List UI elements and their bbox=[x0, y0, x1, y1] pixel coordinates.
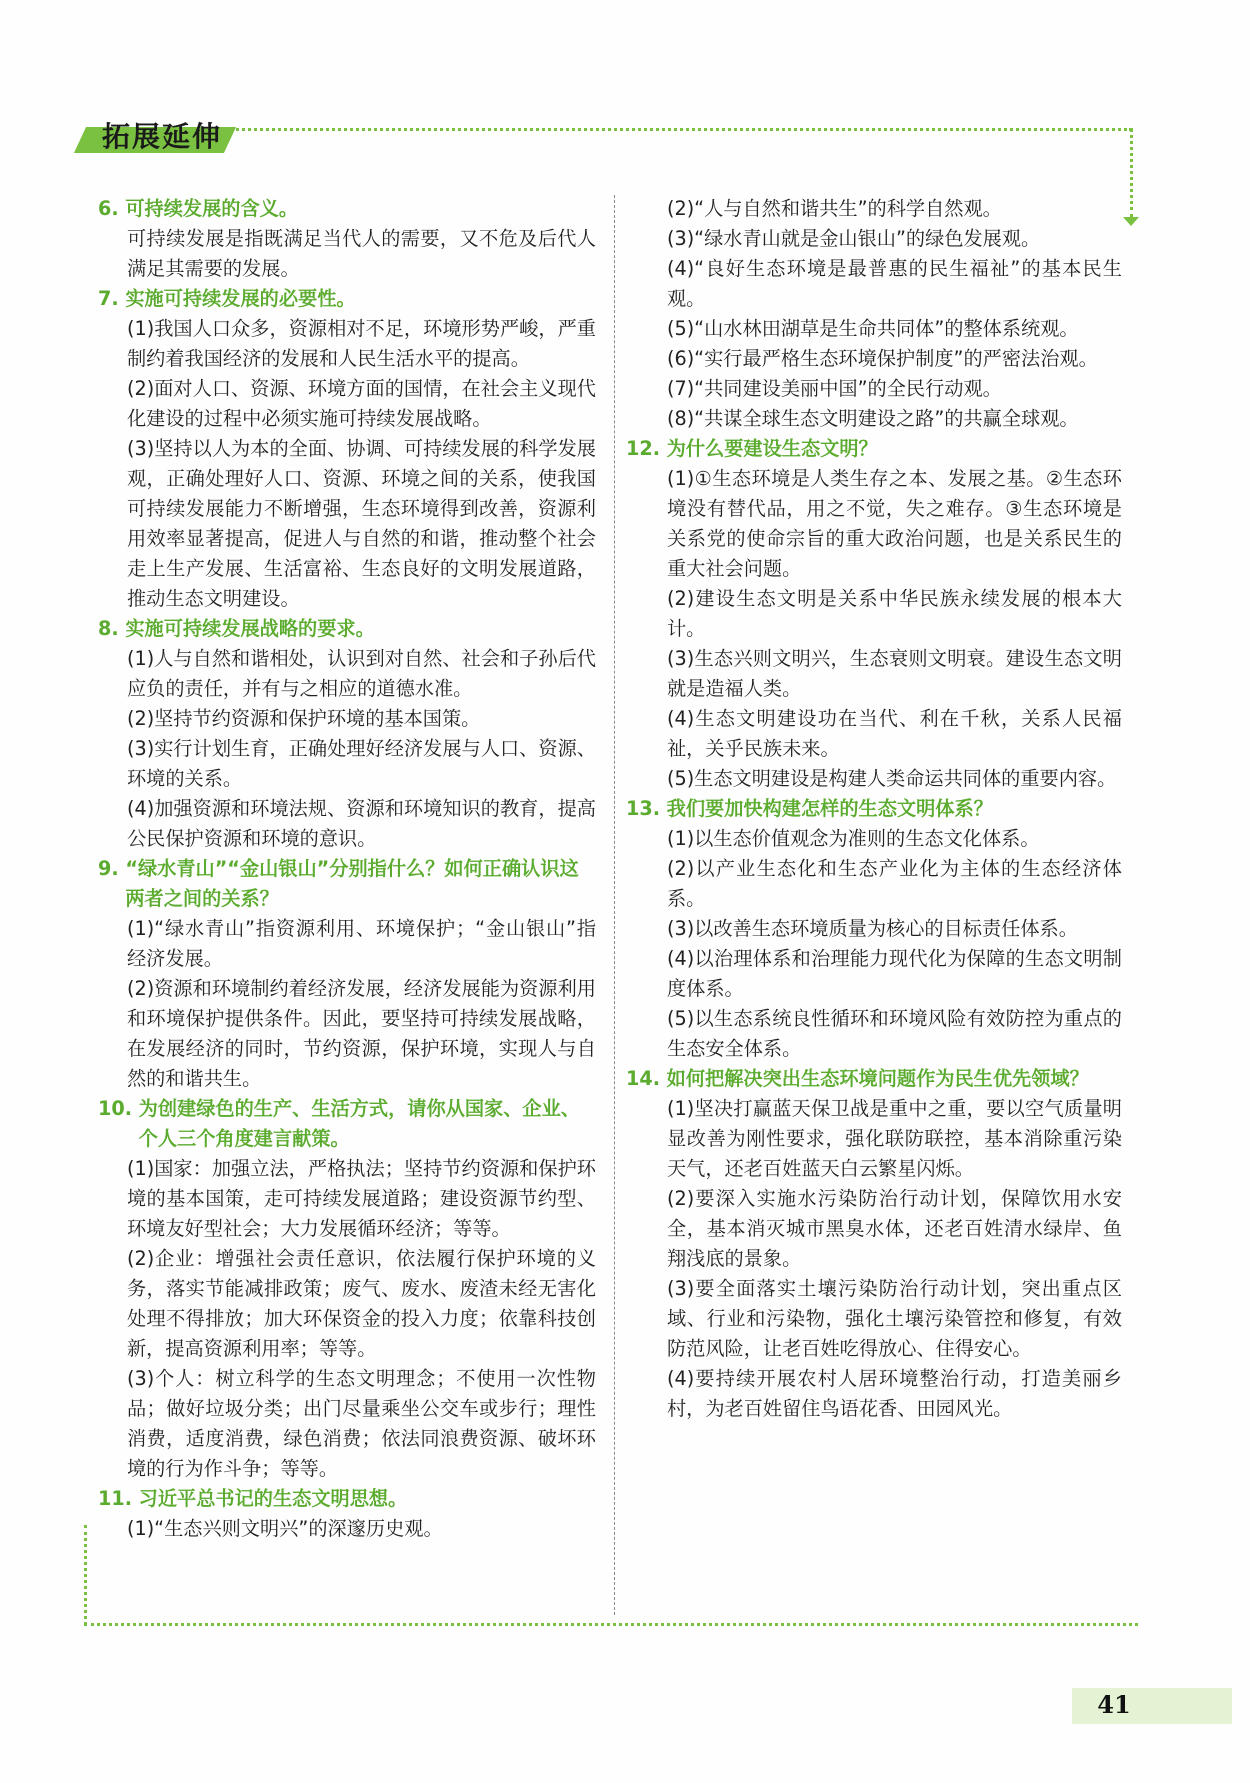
question-heading bbox=[626, 1064, 1122, 1094]
question-number: 7. bbox=[98, 287, 126, 310]
answer-paragraph: (1)国家：加强立法，严格执法；坚持节约资源和保护环境的基本国策，走可持续发展道路；建设资源节约型、环境友好型社会；大力发展循环经济；等等。 bbox=[127, 1157, 596, 1240]
answer-paragraph: (2)“人与自然和谐共生”的科学自然观。 bbox=[667, 197, 1002, 220]
answer-paragraph: (4)要持续开展农村人居环境整治行动，打造美丽乡村，为老百姓留住鸟语花香、田园风光。 bbox=[667, 1367, 1122, 1420]
question-text: 为什么要建设生态文明？ bbox=[666, 437, 878, 460]
question-heading bbox=[98, 1484, 596, 1514]
column-divider bbox=[614, 195, 615, 1615]
answer-paragraph: (1)我国人口众多，资源相对不足，环境形势严峻，严重制约着我国经济的发展和人民生活水平的提高。 bbox=[127, 317, 596, 370]
answer-paragraph: (2)以产业生态化和生态产业化为主体的生态经济体系。 bbox=[667, 857, 1122, 910]
frame-left-border bbox=[84, 1525, 87, 1625]
answer-paragraph: (3)实行计划生育，正确处理好经济发展与人口、资源、环境的关系。 bbox=[127, 737, 596, 790]
answer-paragraph: (3)“绿水青山就是金山银山”的绿色发展观。 bbox=[667, 227, 1041, 250]
question-heading bbox=[98, 614, 596, 644]
question-text: 可持续发展的含义。 bbox=[125, 197, 299, 220]
answer-paragraph: (2)建设生态文明是关系中华民族永续发展的根本大计。 bbox=[667, 587, 1122, 640]
question-heading bbox=[98, 854, 596, 914]
question-number: 14. bbox=[626, 1067, 667, 1090]
arrow-down-icon bbox=[1123, 217, 1139, 226]
question-text: 如何把解决突出生态环境问题作为民生优先领域？ bbox=[666, 1067, 1089, 1090]
answer-paragraph: (1)“生态兴则文明兴”的深邃历史观。 bbox=[127, 1517, 443, 1540]
answer-paragraph: (3)个人：树立科学的生态文明理念；不使用一次性物品；做好垃圾分类；出门尽量乘坐公交车或步行；理性消费，适度消费，绿色消费；依法同浪费资源、破坏环境的行为作斗争；等等。 bbox=[127, 1367, 596, 1480]
answer-paragraph: (4)生态文明建设功在当代、利在千秋，关系人民福祉，关乎民族未来。 bbox=[667, 707, 1122, 760]
answer-paragraph: (1)以生态价值观念为准则的生态文化体系。 bbox=[667, 827, 1040, 850]
answer-paragraph: (1)坚决打赢蓝天保卫战是重中之重，要以空气质量明显改善为刚性要求，强化联防联控，基本消除重污染天气，还老百姓蓝天白云繁星闪烁。 bbox=[667, 1097, 1122, 1180]
question-heading bbox=[626, 794, 1122, 824]
answer-paragraph: (2)要深入实施水污染防治行动计划，保障饮用水安全，基本消灭城市黑臭水体，还老百姓清水绿岸、鱼翔浅底的景象。 bbox=[667, 1187, 1122, 1270]
question-heading bbox=[98, 194, 596, 224]
answer-paragraph: (3)生态兴则文明兴，生态衰则文明衰。建设生态文明就是造福人类。 bbox=[667, 647, 1122, 700]
answer-paragraph: (1)①生态环境是人类生存之本、发展之基。②生态环境没有替代品，用之不觉，失之难存。③生态环境是关系党的使命宗旨的重大政治问题，也是关系民生的重大社会问题。 bbox=[667, 467, 1122, 580]
answer-paragraph: (2)面对人口、资源、环境方面的国情，在社会主义现代化建设的过程中必须实施可持续发展战略。 bbox=[127, 377, 596, 430]
answer-paragraph: (5)“山水林田湖草是生命共同体”的整体系统观。 bbox=[667, 317, 1079, 340]
answer-paragraph: (2)坚持节约资源和保护环境的基本国策。 bbox=[127, 707, 481, 730]
question-number: 13. bbox=[626, 797, 667, 820]
answer-paragraph: (5)生态文明建设是构建人类命运共同体的重要内容。 bbox=[667, 767, 1117, 790]
question-text: “绿水青山”“金山银山”分别指什么？如何正确认识这两者之间的关系？ bbox=[125, 857, 579, 910]
answer-paragraph: (4)“良好生态环境是最普惠的民生福祉”的基本民生观。 bbox=[667, 257, 1122, 310]
question-heading bbox=[98, 284, 596, 314]
answer-paragraph: (4)以治理体系和治理能力现代化为保障的生态文明制度体系。 bbox=[667, 947, 1122, 1000]
answer-paragraph: (2)资源和环境制约着经济发展，经济发展能为资源利用和环境保护提供条件。因此，要坚持可持续发展战略，在发展经济的同时，节约资源，保护环境，实现人与自然的和谐共生。 bbox=[127, 977, 596, 1090]
question-number: 9. bbox=[98, 857, 126, 880]
question-text: 实施可持续发展战略的要求。 bbox=[125, 617, 375, 640]
question-number: 6. bbox=[98, 197, 126, 220]
section-title: 拓展延伸 bbox=[102, 120, 223, 153]
section-tab bbox=[80, 115, 230, 155]
answer-paragraph: (5)以生态系统良性循环和环境风险有效防控为重点的生态安全体系。 bbox=[667, 1007, 1122, 1060]
question-number: 12. bbox=[626, 437, 667, 460]
question-text: 习近平总书记的生态文明思想。 bbox=[138, 1487, 408, 1510]
answer-paragraph: (1)人与自然和谐相处，认识到对自然、社会和子孙后代应负的责任，并有与之相应的道德水准。 bbox=[127, 647, 596, 700]
answer-paragraph: (4)加强资源和环境法规、资源和环境知识的教育，提高公民保护资源和环境的意识。 bbox=[127, 797, 596, 850]
question-text: 为创建绿色的生产、生活方式，请你从国家、企业、个人三个角度建言献策。 bbox=[138, 1097, 580, 1150]
question-number: 10. bbox=[98, 1097, 139, 1120]
question-heading bbox=[98, 1094, 596, 1154]
left-column bbox=[98, 194, 596, 1544]
question-number: 8. bbox=[98, 617, 126, 640]
frame-bottom-border bbox=[84, 1623, 1138, 1626]
question-text: 实施可持续发展的必要性。 bbox=[125, 287, 356, 310]
answer-paragraph: (1)“绿水青山”指资源利用、环境保护；“金山银山”指经济发展。 bbox=[127, 917, 596, 970]
question-heading bbox=[626, 434, 1122, 464]
page-number: 41 bbox=[1097, 1690, 1131, 1719]
frame-right-border bbox=[1130, 128, 1133, 218]
right-column bbox=[626, 194, 1122, 1424]
question-text: 我们要加快构建怎样的生态文明体系？ bbox=[666, 797, 993, 820]
answer-paragraph: (8)“共谋全球生态文明建设之路”的共赢全球观。 bbox=[667, 407, 1079, 430]
answer-paragraph: 可持续发展是指既满足当代人的需要，又不危及后代人满足其需要的发展。 bbox=[127, 227, 596, 280]
answer-paragraph: (6)“实行最严格生态环境保护制度”的严密法治观。 bbox=[667, 347, 1098, 370]
answer-paragraph: (2)企业：增强社会责任意识，依法履行保护环境的义务，落实节能减排政策；废气、废水、废渣未经无害化处理不得排放；加大环保资金的投入力度；依靠科技创新，提高资源利用率；等等。 bbox=[127, 1247, 596, 1360]
frame-top-border bbox=[225, 128, 1132, 131]
question-number: 11. bbox=[98, 1487, 139, 1510]
answer-paragraph: (7)“共同建设美丽中国”的全民行动观。 bbox=[667, 377, 1002, 400]
answer-paragraph: (3)坚持以人为本的全面、协调、可持续发展的科学发展观，正确处理好人口、资源、环境之间的关系，使我国可持续发展能力不断增强，生态环境得到改善，资源利用效率显著提高，促进人与自然的和谐，推动整个社会走上生产发展、生活富裕、生态良好的文明发展道路，推动生态文明建设。 bbox=[127, 437, 596, 610]
answer-paragraph: (3)要全面落实土壤污染防治行动计划，突出重点区域、行业和污染物，强化土壤污染管控和修复，有效防范风险，让老百姓吃得放心、住得安心。 bbox=[667, 1277, 1122, 1360]
answer-paragraph: (3)以改善生态环境质量为核心的目标责任体系。 bbox=[667, 917, 1078, 940]
